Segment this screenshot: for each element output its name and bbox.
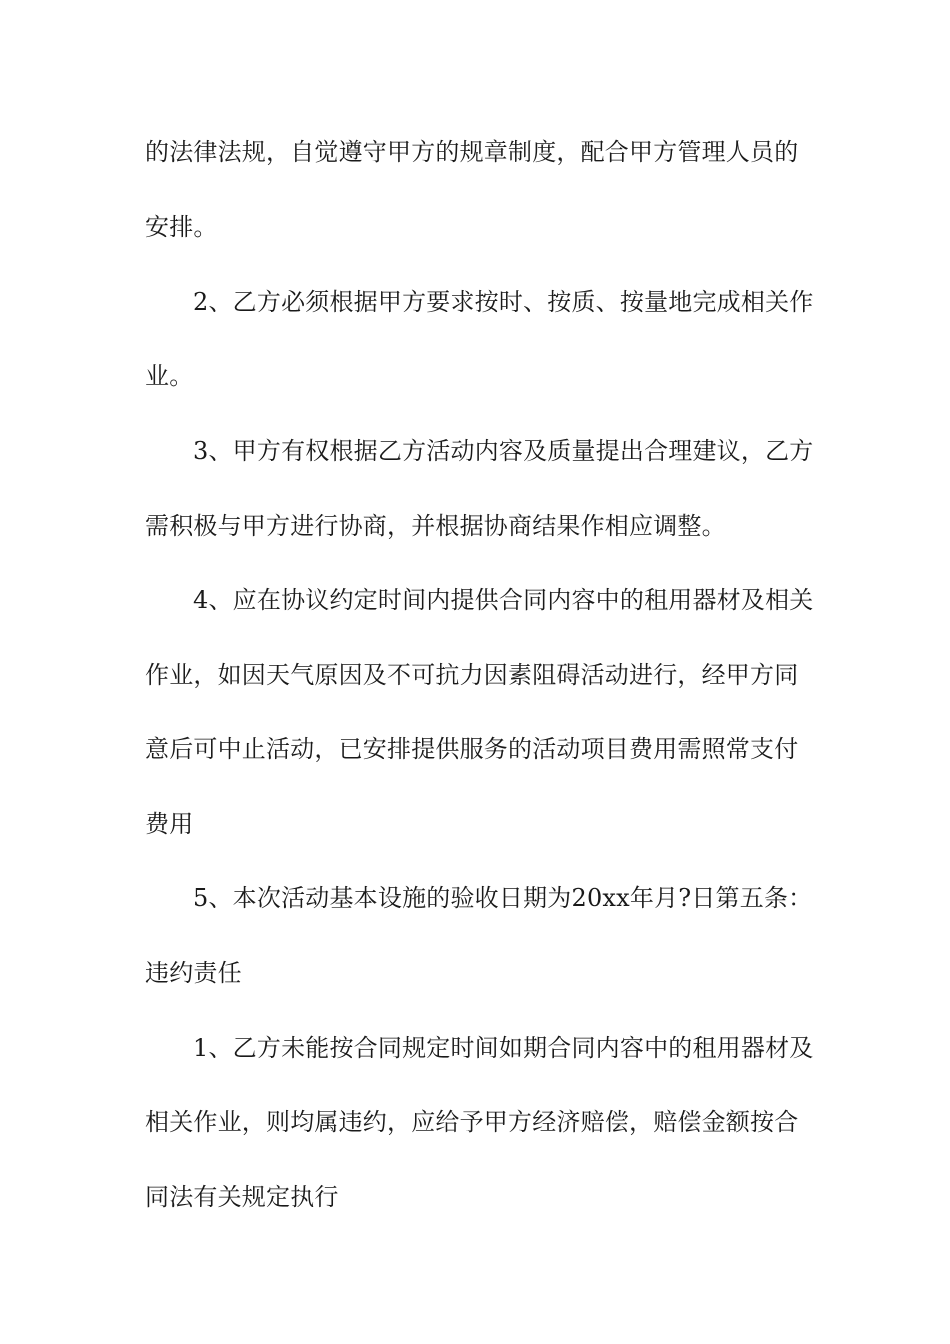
text-line-14: 相关作业，则均属违约，应给予甲方经济赔偿，赔偿金额按合	[145, 1108, 799, 1136]
text-line-13: 1、乙方未能按合同规定时间如期合同内容中的租用器材及	[193, 1034, 814, 1062]
text-line-2: 安排。	[145, 213, 218, 241]
text-line-12: 违约责任	[145, 959, 242, 987]
text-line-4: 业。	[145, 362, 194, 390]
text-line-15: 同法有关规定执行	[145, 1183, 339, 1211]
text-line-1: 的法律法规，自觉遵守甲方的规章制度，配合甲方管理人员的	[145, 138, 799, 166]
text-line-7: 4、应在协议约定时间内提供合同内容中的租用器材及相关	[193, 586, 814, 614]
text-line-3: 2、乙方必须根据甲方要求按时、按质、按量地完成相关作	[193, 288, 814, 316]
text-line-5: 3、甲方有权根据乙方活动内容及质量提出合理建议，乙方	[193, 437, 814, 465]
text-line-6: 需积极与甲方进行协商，并根据协商结果作相应调整。	[145, 512, 726, 540]
text-line-8: 作业，如因天气原因及不可抗力因素阻碍活动进行，经甲方同	[145, 661, 799, 689]
text-line-10: 费用	[145, 810, 194, 838]
text-line-11: 5、本次活动基本设施的验收日期为20xx年月?日第五条：	[193, 884, 813, 912]
text-line-9: 意后可中止活动，已安排提供服务的活动项目费用需照常支付	[145, 735, 799, 763]
